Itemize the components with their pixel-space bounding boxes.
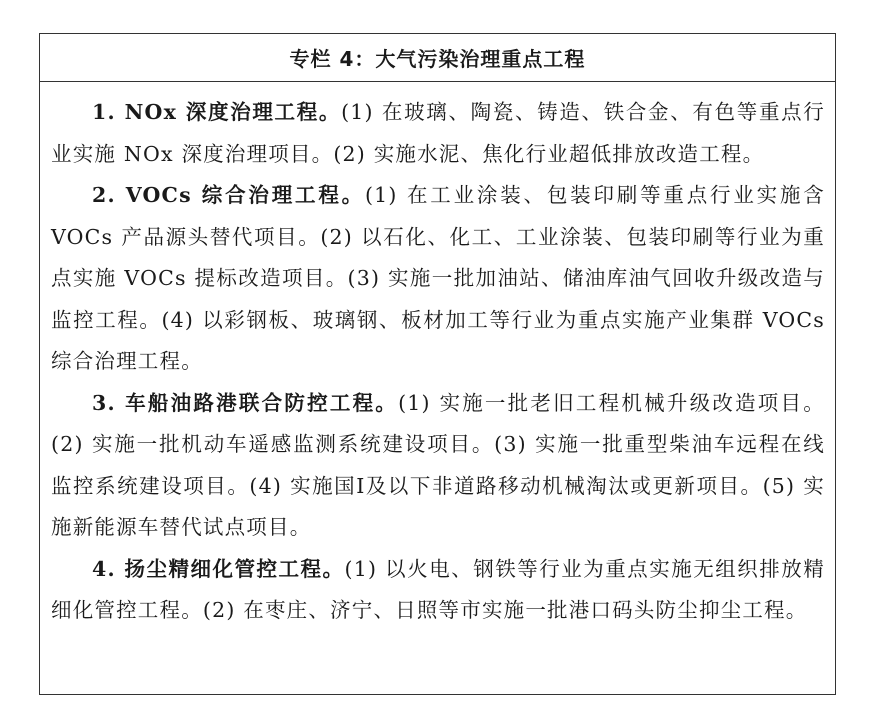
title-row (40, 34, 835, 82)
column-title: 专栏 4：大气污染治理重点工程 (289, 47, 586, 71)
section-lead: 4. 扬尘精细化管控工程。 (92, 556, 345, 581)
column-content (40, 82, 835, 632)
section-body: (1) 在玻璃、陶瓷、铸造、铁合金、有色等重点行业实施 NOx 深度治理项目。(2) 实施水泥、焦化行业超低排放改造工程。 (51, 100, 825, 166)
section-lead: 2. VOCs 综合治理工程。 (92, 183, 365, 207)
section-nox (51, 92, 825, 175)
section-vehicle-port (51, 383, 825, 549)
section-lead: 1. NOx 深度治理工程。 (92, 100, 342, 124)
section-vocs (51, 175, 825, 383)
section-lead: 3. 车船油路港联合防控工程。 (92, 390, 399, 415)
section-body: (1) 以火电、钢铁等行业为重点实施无组织排放精细化管控工程。(2) 在枣庄、济宁、日照等市实施一批港口码头防尘抑尘工程。 (51, 556, 825, 622)
column-box (39, 33, 836, 695)
section-body: (1) 实施一批老旧工程机械升级改造项目。(2) 实施一批机动车遥感监测系统建设项目。(3) 实施一批重型柴油车远程在线监控系统建设项目。(4) 实施国Ⅰ及以下非道路移动机械淘汰或更新项目。(5) 实施新能源车替代试点项目。 (51, 390, 825, 539)
section-body: (1) 在工业涂装、包装印刷等重点行业实施含 VOCs 产品源头替代项目。(2) 以石化、化工、工业涂装、包装印刷等行业为重点实施 VOCs 提标改造项目。(3) 实施一批加油站、储油库油气回收升级改造与监控工程。(4) 以彩钢板、玻璃钢、板材加工等行业为重点实施产业集群 VOCs 综合治理工程。 (51, 183, 825, 373)
section-dust (51, 549, 825, 632)
